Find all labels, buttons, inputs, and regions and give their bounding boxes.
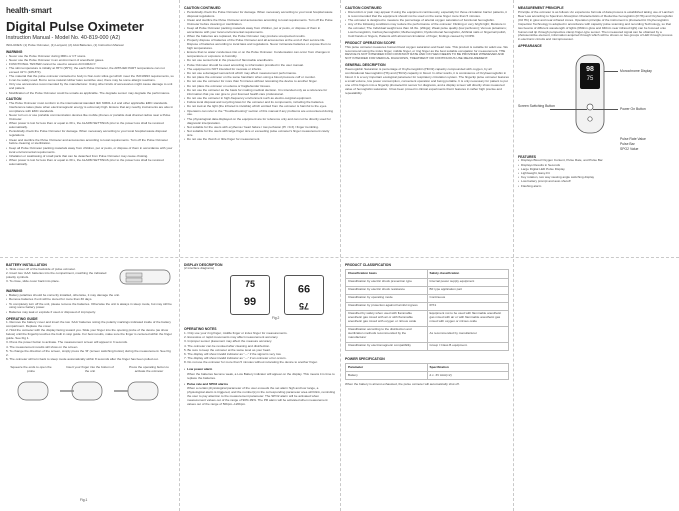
section-heading: APPEARANCE [518,44,542,49]
power-table [345,363,509,380]
screen-value-top: 98 [586,65,594,73]
list-item: • Displays Results in Seconds [518,164,675,168]
table-row [346,310,509,326]
table-header: Safety classification [427,270,509,278]
classification-table [345,269,509,350]
section-heading: CAUTION CONTINUED [345,6,382,10]
list-item: • Lightweight, Easy-Fit [518,172,675,176]
includes-text: INCLUDES: (1) Pulse Oximeter, (1) Lanyard, (2) AAA Batteries, (1) Instruction Manual [6,43,124,47]
list-item: • Do not use a damaged sensor/unit which may affect measurement performance. [184,72,336,76]
list-item: • Do not use the oximeter as the basis for making medical decision. It is intended only as a reference for information that you can give to your licensed health care professional. [184,89,336,97]
table-row [346,372,509,380]
list-item: • Only use accessories recommended by the manufacturer. Using other kinds of accessories might cause damage to unit and patient. [6,83,174,91]
battery-illustration [116,267,174,287]
features-list [518,159,675,188]
list-item: 3. Improper sensor placement may affect the measure accuracy. [184,339,273,344]
table-header: Classification basis [346,270,428,278]
table-cell: IPX1 [427,302,509,310]
caution-list [345,11,509,39]
list-item: • Low battery prompt and auto shutoff [518,180,675,184]
table-row [346,302,509,310]
blank-panel [518,263,675,507]
section-heading: PRODUCT CLASSIFICATION [345,263,391,267]
table-cell: As recommended by manufacturer [427,326,509,342]
leader-line [593,109,618,110]
list-item: 3. To close, slide cover back into place. [6,279,60,284]
screen-b-value-2: 99 [297,282,311,295]
section-heading: PRODUCT OPERATION SCOPE [345,40,396,45]
principle-panel [518,6,675,254]
fold-line [179,0,180,511]
figure-label: Fig.1 [80,498,88,502]
section-heading: WARNING [6,289,23,294]
list-item: • When power is lost for less than or equal to 30 s, the ALARM SETTINGS prior to the power loss shall be restored automatically. [6,159,174,167]
oximeter-illustration [518,49,675,141]
section-heading: POWER SPECIFICATION [345,356,385,361]
screen-a-value-1: 75 [244,279,255,290]
table-row [346,278,509,286]
table-cell: d.c. 3V AAA(×2) [427,372,509,380]
list-item: 1. Remove the battery cover and insert the two 'AAA' batteries noting the polarity markings indicated inside of the battery compartment. Replace the cover. [6,320,171,329]
table-cell: BF type application part [427,286,509,294]
table-header: Parameter [346,364,428,372]
operating-steps [6,321,174,362]
leader-line [550,109,587,110]
list-item: • Not suitable for the users with large finger size or exceeding pulse oximeter's finger measurement cavity size. [184,130,336,138]
list-item: • When the batteries are replaced, the Pulse Oximeter may produce unexpected results. [184,35,336,39]
table-cell: Classification by operating mode [346,294,428,302]
table-cell: Classified by safety when used with flammable anesthetic gas mixed with air or with flammable anesthetic gas mixed with oxygen or nitrous oxide [346,310,428,326]
screen-value-bottom: 75 [586,75,594,82]
table-cell: Battery [346,372,428,380]
battery-warnings [6,294,174,314]
low-power-heading: • Low power alarm [184,368,336,372]
brand-dot: · [28,6,31,15]
list-item: • Clean and sterilize the Pulse Oximeter and accessories according to local requirements. Turn off the Pulse Oximeter before cleaning or sterilization. [184,19,336,27]
list-item: • Remove batteries if unit will be stored for more than 30 days. [6,298,174,302]
list-item: • When power is lost for less than or equal to 30 s, the ALARM SETTINGS prior to the power loss shall be restored automatically. [6,122,174,130]
table-cell: Internal power supply equipment [427,278,509,286]
caution-list [184,11,336,142]
table-cell: Equipment not to be used with flammable anesthetic gas mixed with air or with flammable anesthetic gas mixed with oxygen or nitrous oxide [427,310,509,326]
caption: Squeeze the ends to open the probe [10,364,52,373]
table-cell: Classification by electric shock prevention type [346,278,428,286]
brand-name-b: smart [30,6,52,15]
list-item: 6. The oximeter will turn back to sleep mode automatically within 8 seconds after the finger has been pulled out. [6,356,159,361]
caution-list [6,102,174,167]
paragraph: Haemoglobin Saturation is percentage of Oxyhemoglobin (HbO2) capacity compounded with oxygen, by all combinational haemoglobin (Hb) and (HbO2) capacity in blood. In other words, it is consistence of Oxyhaemoglobin in blood. It is a very important ecological parameter for respiratory circulation system. The fingertip pulse oximeter features a small volume, low power consumption, convenient operation and being portable. It is only necessary for patient to put one of his fingers into a fingertip photoelectric sensor for diagnosis, and a display screen will directly show measured value of hemoglobin saturation. It has been proved in clinical experiments that it features in rather high precise and repeatability. [345,67,509,95]
section-heading: DISPLAY DESCRIPTION [184,263,223,267]
list-item: • Operators can refer to the "Troubleshooting" section of this manual if any problems are encountered during use. [184,110,336,118]
list-item: • Do not use the oximeter in high-frequency environment such as electro-surgical equipment. [184,97,336,101]
list-item: 2. Hold the oximeter with the display facing toward you. Slide your finger into the opening probe of the device (as show below) until the fingertip touches the built in stop guide. For best results, make sure the finger is centered within the finger guide. See Fig 1. [6,328,172,341]
caption: Insert your finger into the bottom of the unit [66,364,114,373]
finger-figure [6,376,174,410]
fold-line [513,0,514,511]
table-row [346,294,509,302]
paragraph: When the batteries become weak, a Low Battery indicator will appear on the display. This means it is time to replace the batteries. [187,371,335,380]
fold-line [340,0,341,511]
list-item: • Keep all Pulse Oximeter packing materials away from children, pet or pests, or dispose of them in accordance with your local environmental requirements. [184,27,336,35]
list-item: • The physiological data displayed on the equipment are for reference only and can not be directly used for diagnostic interpretation. [184,118,336,126]
leader-line [604,71,618,72]
table-cell: Classification by electric shock resistance [346,286,428,294]
table-row [346,286,509,294]
general-panel [345,6,509,254]
list-item: • Any of the following conditions may reduce the performance of the oximeter: Flicking or very bright light; Moisture in the oximeter; The Individual weight less than 44 lbs. (20kgs); Weak pulse quality (low perfusion); Venous pulsations; Low hemoglobin, Carboxyhemoglobin; Methemoglobin; Dysfunctional hemoglobin, Artificial nails or fingernail polish, Cold hands or fingers, Patients with abnormal circulation of finger, findings caused by COPD. [345,23,509,39]
section-heading: OPERATING NOTES [184,327,217,332]
list-item: • Follow local disposal and recycling laws for the oximeter and its components, including the batteries. [184,101,336,105]
list-item: • The Pulse Oximeter must conform to the international standard IEC 60601-1-2 and other applicable EMC standards. Interference takes place when electromagnetic energy is extremely high. Ensure that any nearby instruments are also in compliance with EMC standards. [6,102,174,114]
page-subtitle: Instruction Manual - Model No. 40-819-000 (A2) [6,35,121,41]
list-item: 7. The display will show invalid indicator as "---" if an oximeter error occurs. [184,356,287,361]
label-spo2: SPO2 Value [620,146,639,151]
list-item: • Battery polarities should be correctly installed, otherwise, it may damage the unit. [6,294,174,298]
list-item: 5. Be sure to keep the oximeter at the same level as your heart. [184,347,272,352]
list-item: • Never use the Pulse Oximeter in an environment of anesthetic gases. [6,59,174,63]
list-item: 3. Press the power button to activate. The measurement screen will appear in 3 seconds. [6,340,128,345]
table-cell: Continuous [427,294,509,302]
list-item: • Batteries may leak or explode if used or disposed of improperly. [6,311,174,315]
list-item: • Do not use the oximeter for more than 5 minutes without relocating the device to another finger. [184,80,336,84]
paragraph: This pulse oximeter measures human blood oxygen saturation and heart rate. This product is suitable for adult use. We recommend using the index finger, middle finger, or ring finger as the best suitable occupation for measurement. THE DEVICE IS NOT INTENDED FOR CONSTANT RATE AND OXYGEN NEEDS TO BE PROVIDED WHENEVER AND NOT INTENDED FOR MEDICAL DIAGNOSIS, TREATMENT OR CONTINUOUS USE MEASUREMENT. [345,44,508,61]
brand-logo [6,6,174,16]
section-heading: BATTERY INSTALLATION [6,263,47,267]
list-item: • Not suitable for the users with erythema / heart failure / low perfusion (PI <0.3) / finger trembling. [184,126,336,130]
caption: Press the operating button to activate the oximeter [129,364,169,373]
list-item: • Properly dispose of batteries of the Pulse Oximeter and all accessories at the end of their service life. Dispose of batteries according to local laws and regulations. Never incinerate batteries or expose them to high temperatures. [184,39,336,51]
alarm-list [184,383,336,387]
warning-list [6,55,174,96]
list-item: • The material that the pulse oximeter contacted to body is Non-toxic silica gel which meet the ISO10993 requirements, so it can be safely used. But to some natural rubber latex sensitive user, there may be some allergic reactions. [6,75,174,83]
list-item: • Do not place the oximeter on the same hand/arm when using a blood pressure cuff or monitor. [184,76,336,80]
list-item: 2. Insert two 'AAA' batteries into the compartment, matching the indicated polarity symbols. [6,270,107,279]
screen-diagram-a [230,275,270,315]
display-panel [184,263,336,507]
label-power: Power On Button [620,106,646,111]
list-item: • Periodically check the Pulse Oximeter for damage. When necessary according to your local hospital waste disposal regulations. [6,130,174,138]
label-display: Monochrome Display [620,68,652,73]
list-item: • Large Digital LED Pulse Display [518,168,675,172]
list-item: 1. Slide cover off of the backside of pulse oximeter. [6,266,76,271]
table-cell: Classification according to the disinfection and sterilization methods recommended by the manufacturer [346,326,428,342]
operating-notes [184,332,336,365]
list-item: • Pulse Oximeter should be used according to information provided in the user manual. [184,64,336,68]
section-heading: FEATURES [518,154,537,159]
screen-b-value-1: 75 [299,301,310,312]
section-heading: MEASUREMENT PRINCIPLE [518,6,564,10]
list-item: • Do not use the thumb or little finger for measurement. [184,138,336,142]
figure-label: Fig.2 [272,316,280,321]
list-item: • Do not look at the light (the infrared is invisible) which emitted from the oximeter is harmful to the eyes. [184,105,336,109]
display-diagrams [184,273,336,325]
list-item: • Do not use sensor/unit in the present of flammable anesthetics. [184,59,336,63]
battery-steps [6,267,112,287]
display-subheading: (2 interface diagrams) [184,266,215,271]
section-heading: OPERATING GUIDE [6,316,38,321]
list-item: • Modification of the Pulse Oximeter could be unsafe as applicable. The degrade sensor may degrade the performance. [6,92,174,96]
list-item: • FUNCTIONAL TESTER cannot be used to assess ACCURACY. [6,63,174,67]
pulse-alarm-heading: • Pulse rate and SPO2 alarms [184,383,336,387]
alarm-list [184,368,336,372]
table-cell: Group I Class B equipment. [427,342,509,350]
list-item: • Key rotation, two way viewing angle switching display [518,176,675,180]
label-pr: Pulse Rate Value [620,136,646,141]
list-item: 1. Only use your ring finger, middle finger or index finger for measurements. [184,331,288,336]
list-item: 8. Do not use the oximeter for more than 5 minutes without relocating the device to another finger. [184,360,318,365]
screen-diagram-b [284,275,324,315]
paragraph: When a certain physiological parameter of the user exceeds the set alarm high and low range, a physiological alarm is triggered, and the number(s) in the corresponding parameter area will blink, reminding the user to pay attention to the measurement parameter. The SPO2 alarm will be activated when measurement values out of the range of 90%-99%. The PR alarm will be activated when measurement values out of the range of 50bpm~120bpm. [187,386,336,406]
list-item: • Displays Blood Oxygen Content, Pulse Rate, and Pulse Bar [518,159,675,163]
list-item: • To completely turn off the unit, please remove the batteries. Otherwise the unit is always in sleep mode, but may still be using some battery power. [6,303,174,311]
list-item: • Do not place the oximeter on edema or fragile/tender tissues. [184,85,336,89]
list-item: • Never turn on or use portable communication devices like mobile phones or portable dual channel radios near a Pulse Oximeter. [6,114,174,122]
list-item: • The oximeter is designed to measure the percentage of arterial oxygen saturation of functional hemoglobin. [345,19,509,23]
page-title: Digital Pulse Oximeter [6,19,144,34]
list-item: • The skin temperature is initially at 35°C (95°F); the each Pulse Oximeter, the APPLIED PART temperature can not exceed 41°C (105.8°F). [6,67,174,75]
list-item: • Inhalation or swallowing of small parts that can be detached from Pulse Oximeter may cause choking. [6,155,174,159]
list-item: 4. The oximeter can be revoked after cleaning and disinfection. [184,343,271,348]
battery-panel [6,263,174,507]
table-cell: Classification by protection against harmful ingress [346,302,428,310]
label-bar: Pulse Bar [620,141,635,146]
list-item: • Ensure that no water condenses into or on the Pulse Oximeter. Condensation can occur from changes in temperature or exposure to humidity. [184,51,336,59]
list-item: • Discomfort or pain may appear if using the equipment continuously, especially for those circulation barrier patients, it is recommended that the equipment should not be used on the same finger more than 5 minutes. [345,11,509,19]
footer-note: When the battery is almost exhausted, the pulse oximeter will automatically shut off. [345,382,460,387]
caution-heading: CAUTION [6,97,22,102]
section-heading: CAUTION CONTINUED [184,6,221,10]
list-item: • The equipment is NOT intended for neonate or infants. [184,68,336,72]
caution-continued-panel [184,6,336,254]
brand-name-a: health [6,6,29,15]
appearance-diagram [518,49,675,141]
list-item: 4. The measurement results will show on the screen. [6,344,79,349]
classification-panel [345,263,509,507]
label-switch: Screen Switching Button [518,103,555,108]
table-cell: Classification by electromagnetic compatibility [346,342,428,350]
list-item: • Never use the Pulse Oximeter during MRIs or CT scans. [6,55,174,59]
table-row [346,342,509,350]
list-item: 6. The display will show invalid indicator as "---" if the signal is very low. [184,352,282,357]
display-callouts [518,136,675,153]
list-item: 2. Excessive or rapid movements may affect measurement accuracy. [184,335,279,340]
cover-panel [6,6,174,254]
section-heading: GENERAL DESCRIPTION [345,63,386,68]
list-item: • Flashing alarm [518,185,675,189]
warning-heading: WARNING [6,49,23,54]
list-item: • Clean and sterilize the Pulse Oximeter and accessories according to local requirements. Turn off the Pulse Oximeter before cleaning or sterilization. [6,139,174,147]
fold-line [0,257,679,258]
list-item: • Periodically check the Pulse Oximeter for damage. When necessary according to your local hospital waste disposal regulations. [184,11,336,19]
table-row [346,326,509,342]
list-item: • Keep all Pulse Oximeter packing materials away from children, pet or pests, or dispose of them in accordance with your local environmental requirements. [6,147,174,155]
screen-a-value-2: 99 [243,296,257,309]
list-item: 5. To change the direction of the screen, simply press the 'M' (screen switching button) during the measurement. See Fig 2. [6,348,171,357]
paragraph: Principle of the oximeter is as follows: An experience formula of data process is established taking use of Lambert Beer Law according to Spectrum Absorption Characteristics of Reductive hemoglobin (R Hb) and Oxyhemoglobin (O2 Hb) in glow and near-infrared zones. Operation principle of the instrument is photoelectric Oxyhemoglobin Inspection Technology is adopted in accordance with capacity pulse scanning and recording Technology, so that two beams of different wavelength of lights (660nm glow and 940nm near infrared light) can be focused onto human nail tip through perspective clamp finger-type sensor. Then measured signal can be obtained by a photosensitive element, information acquired through which will be shown on two groups of LED through process in electronic circuits and microprocessor. [518,10,674,42]
table-header: Specification [427,364,509,372]
figure-captions [6,366,174,374]
